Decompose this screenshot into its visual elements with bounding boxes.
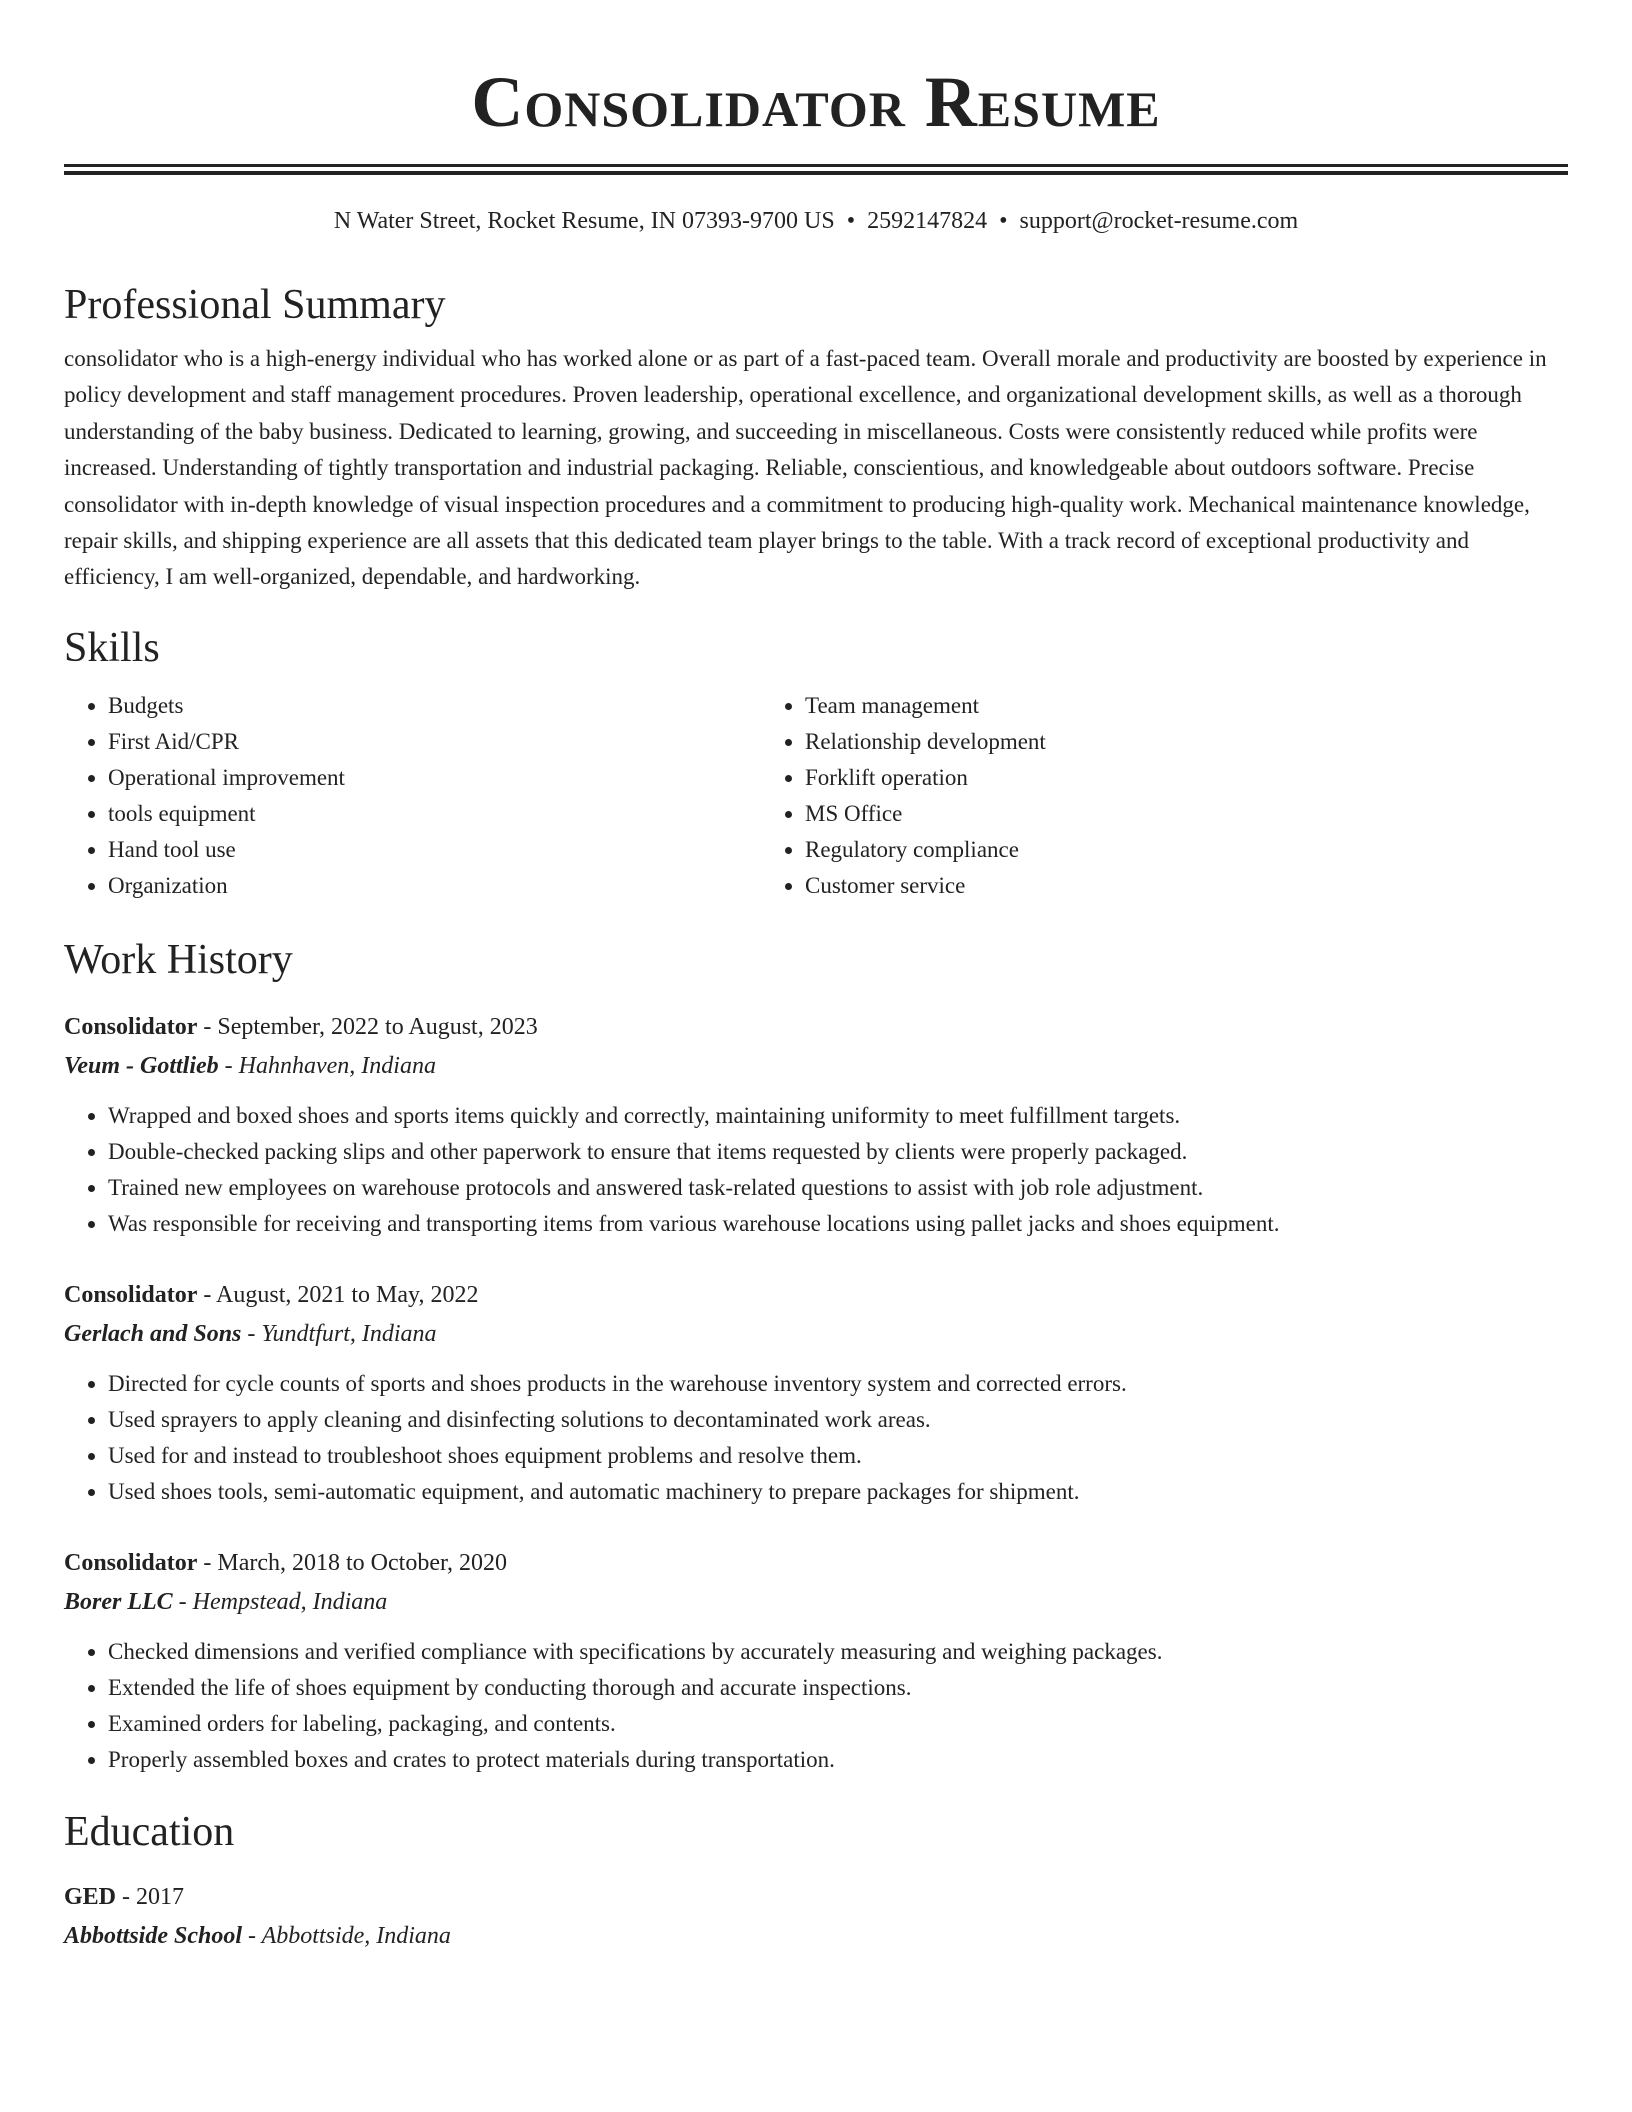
job-company: Gerlach and Sons (64, 1320, 242, 1347)
job-duties (64, 1634, 1568, 1778)
job-employer (64, 1314, 1568, 1354)
job-company: Veum - Gottlieb (64, 1052, 219, 1079)
contact-email: support@rocket-resume.com (1019, 208, 1299, 234)
job-employer (64, 1582, 1568, 1622)
summary-heading: Professional Summary (64, 282, 446, 328)
skill-item: • tools equipment (108, 796, 761, 832)
skill-item: • Forklift operation (805, 760, 1458, 796)
job-dash: - (247, 1320, 256, 1347)
job-role: Consolidator (64, 1013, 198, 1040)
job-dash: - (178, 1588, 187, 1615)
skill-item: • First Aid/CPR (108, 724, 761, 760)
job-duty: • Double-checked packing slips and other paperwork to ensure that items requested by clients were properly packaged. (108, 1134, 1568, 1170)
job-entry (64, 1544, 1568, 1778)
skill-item: • Customer service (805, 868, 1458, 904)
job-location: Yundtfurt, Indiana (261, 1320, 437, 1347)
job-duty: • Trained new employees on warehouse protocols and answered task-related questions to assist with job role adjustment. (108, 1170, 1568, 1206)
job-dash: - (203, 1013, 212, 1040)
job-duty: • Examined orders for labeling, packaging, and contents. (108, 1706, 1568, 1742)
job-duty: • Checked dimensions and verified compliance with specifications by accurately measuring and weighing packages. (108, 1634, 1568, 1670)
education-heading: Education (64, 1808, 235, 1855)
job-duty: • Wrapped and boxed shoes and sports items quickly and correctly, maintaining uniformity to meet fulfillment targets. (108, 1098, 1568, 1134)
skill-item: • MS Office (805, 796, 1458, 832)
skills-column-left (64, 688, 761, 904)
education-header (64, 1878, 1568, 1916)
education-year: 2017 (136, 1883, 185, 1910)
job-duty: • Used for and instead to troubleshoot shoes equipment problems and resolve them. (108, 1438, 1568, 1474)
education-school: Abbottside School (64, 1922, 243, 1949)
job-company: Borer LLC (64, 1588, 173, 1615)
contact-phone: 2592147824 (867, 208, 988, 234)
resume-title: Consolidator Resume (471, 62, 1161, 142)
summary-text: consolidator who is a high-energy individual who has worked alone or as part of a fast-paced team. Overall morale and productivity are boosted by experience in policy development and staff management procedures. Proven leadership, operational excellence, and organizational development skills, as well as a thorough understanding of the baby business. Dedicated to learning, growing, and succeeding in miscellaneous. Costs were consistently reduced while profits were increased. Understanding of tightly transportation and industrial packaging. Reliable, conscientious, and knowledgeable about outdoors software. Precise consolidator with in-depth knowledge of visual inspection procedures and a commitment to producing high-quality work. Mechanical maintenance knowledge, repair skills, and shipping experience are all assets that this dedicated team player brings to the table. With a track record of exceptional productivity and efficiency, I am well-organized, dependable, and hardworking. (64, 346, 1547, 590)
education-dash: - (248, 1922, 257, 1949)
contact-line (64, 205, 1568, 237)
education-entry (64, 1878, 1568, 1956)
job-location: Hempstead, Indiana (192, 1588, 388, 1615)
job-dates: March, 2018 to October, 2020 (217, 1549, 507, 1576)
job-dash: - (203, 1549, 212, 1576)
education-degree: GED (64, 1883, 117, 1910)
job-role: Consolidator (64, 1549, 198, 1576)
job-employer (64, 1046, 1568, 1086)
skill-item: • Operational improvement (108, 760, 761, 796)
job-role: Consolidator (64, 1281, 198, 1308)
contact-address: N Water Street, Rocket Resume, IN 07393-9700 US (333, 208, 835, 234)
job-header (64, 1276, 1568, 1314)
job-dates: August, 2021 to May, 2022 (216, 1281, 479, 1308)
skill-item: • Relationship development (805, 724, 1458, 760)
job-duty: • Used shoes tools, semi-automatic equipment, and automatic machinery to prepare packages for shipment. (108, 1474, 1568, 1510)
job-duty: • Properly assembled boxes and crates to protect materials during transportation. (108, 1742, 1568, 1778)
skill-item: • Team management (805, 688, 1458, 724)
job-duty: • Was responsible for receiving and transporting items from various warehouse locations using pallet jacks and shoes equipment. (108, 1206, 1568, 1242)
job-dash: - (203, 1281, 212, 1308)
job-duty: • Extended the life of shoes equipment by conducting thorough and accurate inspections. (108, 1670, 1568, 1706)
contact-separator: • (846, 208, 856, 234)
skills-heading: Skills (64, 624, 160, 671)
education-location: Abbottside, Indiana (261, 1922, 451, 1949)
job-dates: September, 2022 to August, 2023 (217, 1013, 538, 1040)
job-header (64, 1544, 1568, 1582)
job-header (64, 1008, 1568, 1046)
skill-item: • Budgets (108, 688, 761, 724)
job-entry (64, 1008, 1568, 1242)
skill-item: • Hand tool use (108, 832, 761, 868)
education-institution (64, 1916, 1568, 1956)
title-divider (64, 164, 1568, 175)
job-duty: • Directed for cycle counts of sports and shoes products in the warehouse inventory system and corrected errors. (108, 1366, 1568, 1402)
job-dash: - (224, 1052, 233, 1079)
skill-item: • Regulatory compliance (805, 832, 1458, 868)
job-entry (64, 1276, 1568, 1510)
work-history-heading: Work History (64, 936, 293, 983)
job-duty: • Used sprayers to apply cleaning and disinfecting solutions to decontaminated work areas. (108, 1402, 1568, 1438)
skills-column-right (761, 688, 1458, 904)
job-duties (64, 1098, 1568, 1242)
job-duties (64, 1366, 1568, 1510)
contact-separator: • (999, 208, 1008, 234)
skill-item: • Organization (108, 868, 761, 904)
education-dash: - (122, 1883, 131, 1910)
job-location: Hahnhaven, Indiana (238, 1052, 436, 1079)
skills-list (64, 688, 1568, 904)
